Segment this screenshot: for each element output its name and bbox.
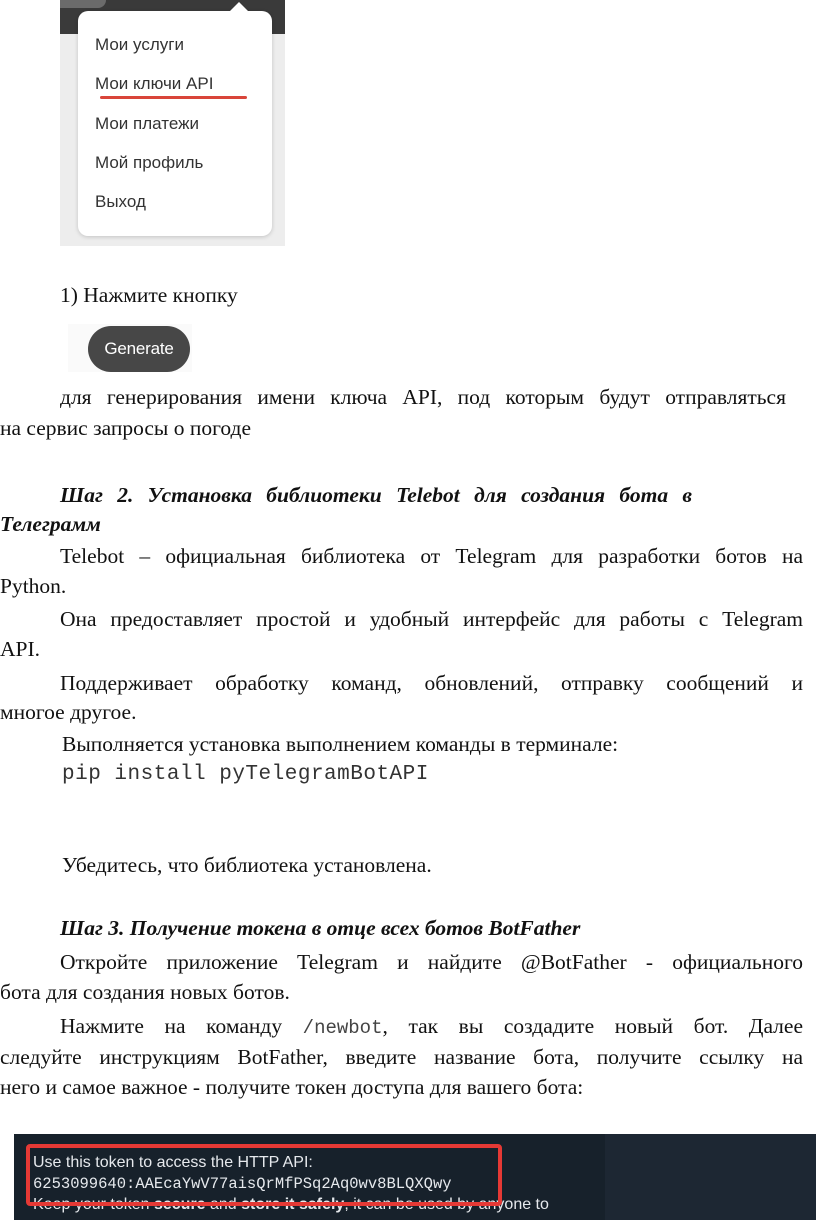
step2-heading-line1: Шаг 2. Установка библиотеки Telebot для создания бота в: [60, 483, 692, 507]
step3-p2-line1: [60, 1014, 803, 1039]
dropdown-caret: [230, 2, 248, 11]
generate-button-screenshot: [68, 324, 192, 372]
step3-p2-pre: Нажмите на команду: [60, 1014, 303, 1038]
menu-item-api-keys[interactable]: Мои ключи API: [95, 74, 214, 93]
step1-instruction: 1) Нажмите кнопку: [60, 283, 238, 307]
warning-part-b: secure: [153, 1196, 206, 1213]
token-intro-text: Use this token to access the HTTP API:: [33, 1154, 313, 1171]
step2-p3-line2: многое другое.: [0, 700, 137, 724]
bot-token[interactable]: 6253099640:AAEcaYwV77aisQrMfPSq2Aq0wv8BLQXQwy: [33, 1175, 452, 1193]
warning-part-a: Keep your token: [33, 1196, 154, 1213]
step3-heading: Шаг 3. Получение токена в отце всех ботов BotFather: [60, 916, 581, 940]
menu-item-services[interactable]: Мои услуги: [95, 35, 184, 54]
warning-part-c: and: [205, 1196, 242, 1213]
step2-p1-line1: Telebot – официальная библиотека от Telegram для разработки ботов на: [60, 544, 803, 568]
step2-p4: Выполняется установка выполнением команды в терминале:: [62, 732, 619, 756]
step2-p2-line2: API.: [0, 637, 41, 661]
generate-button[interactable]: Generate: [88, 326, 190, 372]
step2-p1-line2: Python.: [0, 574, 67, 598]
step3-p2-post: , так вы создадите новый бот. Далее: [382, 1014, 804, 1038]
step2-p2-line1: Она предоставляет простой и удобный интерфейс для работы с Telegram: [60, 607, 803, 631]
telegram-side-panel: [605, 1134, 816, 1220]
step2-p3-line1: Поддерживает обработку команд, обновлений, отправку сообщений и: [60, 671, 803, 695]
step3-p1-line2: бота для создания новых ботов.: [0, 980, 290, 1004]
warning-part-d: store it safely: [241, 1196, 345, 1213]
step3-p2-line2: следуйте инструкциям BotFather, введите название бота, получите ссылку на: [0, 1045, 803, 1069]
step2-heading-line2: Телеграмм: [0, 512, 101, 536]
step3-p1-line1: Откройте приложение Telegram и найдите @BotFather - официального: [60, 950, 803, 974]
menu-item-logout[interactable]: Выход: [95, 192, 146, 211]
menu-item-payments[interactable]: Мои платежи: [95, 114, 199, 133]
header-pill: [60, 0, 106, 8]
newbot-command: /newbot: [302, 1017, 383, 1039]
warning-part-e: , it can be used by anyone to: [344, 1196, 549, 1213]
step3-p2-line3: него и самое важное - получите токен доступа для вашего бота:: [0, 1075, 584, 1099]
token-highlight-box: [26, 1144, 502, 1206]
step1-description-line1: для генерирования имени ключа API, под которым будут отправляться: [60, 385, 786, 409]
menu-item-profile[interactable]: Мой профиль: [95, 153, 204, 172]
api-keys-highlight: [100, 96, 247, 99]
install-command: pip install pyTelegramBotAPI: [62, 763, 429, 786]
account-menu-screenshot: [60, 0, 285, 246]
step1-description-line2: на сервис запросы о погоде: [0, 416, 252, 440]
step2-p5: Убедитесь, что библиотека установлена.: [62, 853, 432, 877]
telegram-token-screenshot: [14, 1134, 816, 1220]
